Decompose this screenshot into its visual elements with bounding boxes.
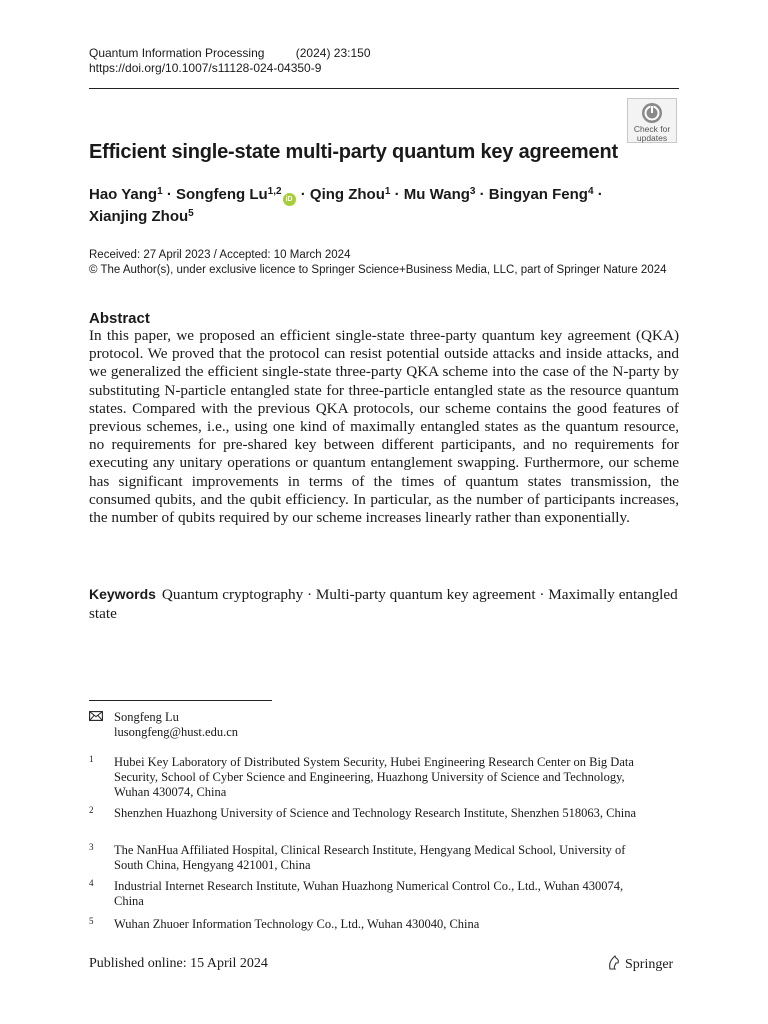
article-title: Efficient single-state multi-party quantum key agreement xyxy=(89,141,618,163)
affiliation-text: Hubei Key Laboratory of Distributed System Security, Hubei Engineering Research Center on Big Data Security, School of Cyber Science and Engineering, Huazhong University of Science and Technology, Wuhan 430074, China xyxy=(114,755,634,799)
journal-volume: (2024) 23:150 xyxy=(295,46,371,60)
author-affiliation-marker: 5 xyxy=(188,208,194,219)
check-updates-label-2: updates xyxy=(636,133,668,143)
affiliation-text: The NanHua Affiliated Hospital, Clinical Research Institute, Hengyang Medical School, University of South China, Hengyang 421001, China xyxy=(114,843,626,872)
publisher-name: Springer xyxy=(625,957,674,972)
author-name[interactable]: Hao Yang xyxy=(89,186,158,203)
affiliation-text: Shenzhen Huazhong University of Science and Technology Research Institute, Shenzhen 518063, China xyxy=(114,806,637,820)
publisher-logo xyxy=(606,955,673,973)
abstract-heading: Abstract xyxy=(89,310,150,327)
author-affiliation-marker: 1 xyxy=(157,186,163,197)
affiliation-item xyxy=(89,755,649,800)
author-name[interactable]: Xianjing Zhou xyxy=(89,208,189,225)
received-accepted: Received: 27 April 2023 / Accepted: 10 March 2024 xyxy=(89,249,351,261)
affiliation-number: 1 xyxy=(89,754,94,764)
check-updates-label-1: Check for xyxy=(633,124,671,134)
author-affiliation-marker: 1 xyxy=(384,186,391,197)
journal-name: Quantum Information Processing xyxy=(89,46,265,60)
author-separator: · xyxy=(162,186,176,203)
springer-horse-icon xyxy=(606,955,622,971)
author-separator: · xyxy=(475,186,489,203)
keywords-label: Keywords xyxy=(89,586,156,602)
corresponding-author-name: Songfeng Lu xyxy=(114,710,179,724)
copyright-notice: © The Author(s), under exclusive licence to Springer Science+Business Media, LLC, part of Springer Nature 2024 xyxy=(89,264,667,276)
affiliation-number: 3 xyxy=(89,842,94,852)
affiliation-text: Industrial Internet Research Institute, Wuhan Huazhong Numerical Control Co., Ltd., Wuhan 430074, China xyxy=(114,879,624,908)
doi-link[interactable]: https://doi.org/10.1007/s11128-024-04350-9 xyxy=(89,61,322,75)
author-name[interactable]: Qing Zhou xyxy=(309,186,385,203)
abstract-body: In this paper, we proposed an efficient single-state three-party quantum key agreement (QKA) protocol. We proved that the protocol can resist potential outside attacks and inside attacks, and we generalized the efficient single-state three-party QKA scheme into the case of the N-party by substituting N-particle entangled state for three-particle entangled state as the resource quantum states. Compared with the previous QKA protocols, our scheme contains the good features of previous schemes, i.e., using one kind of maximally entangled states as the quantum resource, no requirements for pre-shared key between different participants, and no requirements for executing any unitary operations or quantum entanglement swapping. Furthermore, our scheme has significant improvements in terms of the times of quantum states transmission, the consumed qubits, and the qubit efficiency. In particular, as the number of participants increases, the number of qubits required by our scheme increases linearly rather than exponentially. xyxy=(89,327,679,527)
affiliation-number: 2 xyxy=(89,805,94,815)
author-separator: · xyxy=(296,186,310,203)
article-dates xyxy=(89,248,667,278)
author-list xyxy=(89,184,669,227)
affiliation-text: Wuhan Zhuoer Information Technology Co., Ltd., Wuhan 430040, China xyxy=(114,917,480,931)
published-online: Published online: 15 April 2024 xyxy=(89,956,268,971)
author-name[interactable]: Songfeng Lu xyxy=(176,186,268,203)
affiliation-number: 5 xyxy=(89,916,94,926)
correspondence xyxy=(89,710,238,740)
affiliation-item xyxy=(89,806,649,821)
author-name[interactable]: Bingyan Feng xyxy=(488,186,588,203)
check-updates-icon xyxy=(641,102,663,124)
keywords xyxy=(89,585,679,623)
author-separator: · xyxy=(390,186,404,203)
author-separator: · xyxy=(593,186,603,203)
author-affiliation-marker: 4 xyxy=(587,186,594,197)
check-for-updates-badge[interactable] xyxy=(627,98,677,143)
corresponding-author-email[interactable]: lusongfeng@hust.edu.cn xyxy=(114,725,238,739)
author-affiliation-marker: 1,2 xyxy=(267,186,282,197)
affiliation-item xyxy=(89,917,649,932)
author-affiliation-marker: 3 xyxy=(469,186,476,197)
author-name[interactable]: Mu Wang xyxy=(403,186,470,203)
keywords-text: Quantum cryptography · Multi-party quantum key agreement · Maximally entangled state xyxy=(89,586,678,622)
envelope-icon xyxy=(89,711,103,721)
orcid-icon[interactable]: iD xyxy=(283,193,296,206)
affiliation-item xyxy=(89,879,649,909)
footnote-rule xyxy=(89,700,272,701)
running-header xyxy=(89,46,371,76)
header-rule xyxy=(89,88,679,89)
affiliation-number: 4 xyxy=(89,878,94,888)
affiliation-item xyxy=(89,843,649,873)
